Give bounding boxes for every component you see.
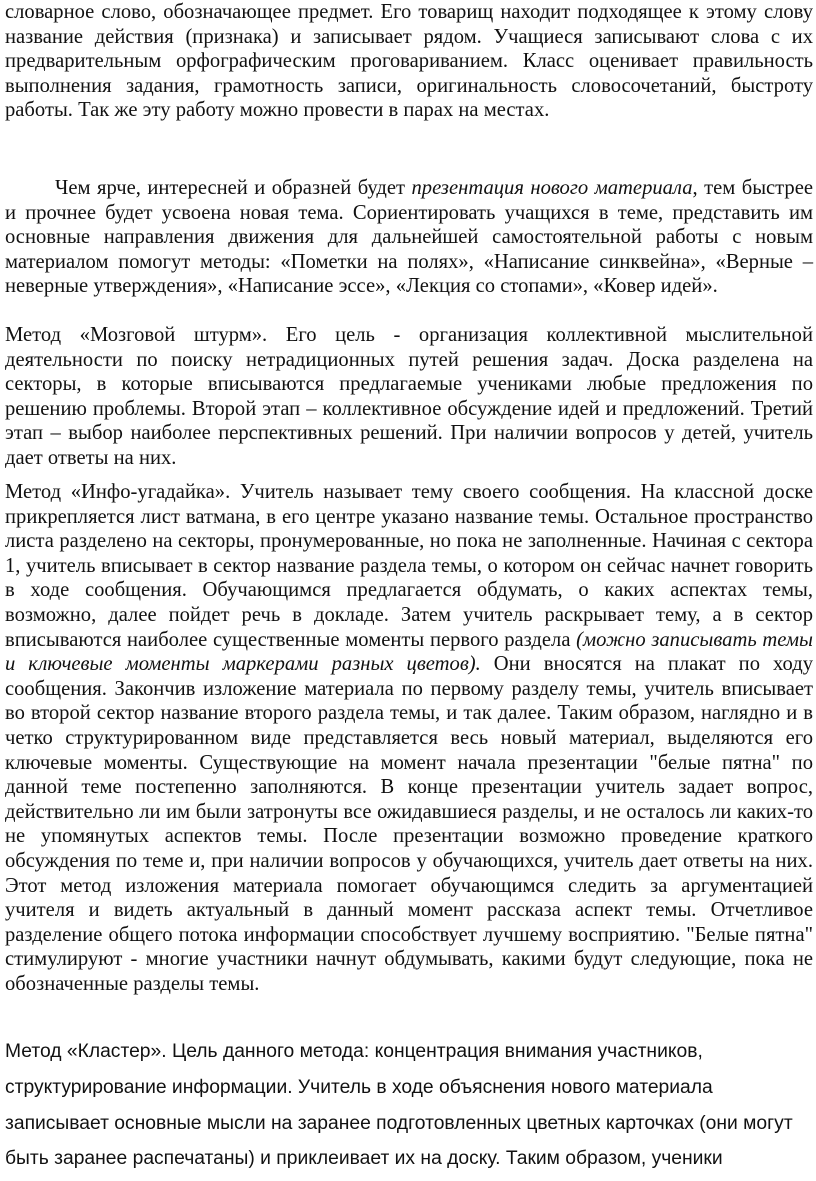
paragraph-presentation [5,176,813,299]
cluster-section [5,1034,813,1177]
paragraph-cluster-method: Метод «Кластер». Цель данного метода: концентрация внимания участников, структурирование информации. Учитель в ходе объяснения нового материала записывает основные мысли на заранее подготовленных цветных карточках (они могут быть заранее распечатаны) и приклеивает их на доску. Таким образом, ученики [5,1041,793,1170]
info-text-start: Метод «Инфо-угадайка». Учитель называет тему своего сообщения. На классной доске прикрепляется лист ватмана, в его центре указано название темы. Остальное пространство листа разделено на секторы, пронумерованные, но пока не заполненные. Начиная с сектора 1, учитель вписывает в сектор название раздела темы, о котором он сейчас начнет говорить в ходе сообщения. Обучающимся предлагается обдумать, о каких аспектах темы, возможно, далее пойдет речь в докладе. Затем учитель раскрывает тему, а в сектор вписываются наиболее существенные моменты первого раздела [5,481,813,651]
paragraph-info-guess-method [5,480,813,996]
paragraph-brainstorm-method: Метод «Мозговой штурм». Его цель - организация коллективной мыслительной деятельности по поиску нетрадиционных путей решения задач. Доска разделена на секторы, в которые вписываются предлагаемые учениками любые предложения по решению проблемы. Второй этап – коллективное обсуждение идей и предложений. Третий этап – выбор наиболее перспективных решений. При наличии вопросов у детей, учитель дает ответы на них. [5,324,813,469]
presentation-text-end: , тем быстрее и прочнее будет усвоена новая тема. Сориентировать учащихся в теме, представить им основные направления движения для дальнейшей самостоятельной работы с новым материалом помогут методы: «Пометки на полях», «Написание синквейна», «Верные – неверные утверждения», «Написание эссе», «Лекция со стопами», «Ковер идей». [5,177,814,298]
presentation-text-start: Чем ярче, интересней и образней будет [55,177,412,199]
info-emphasis: (можно записывать темы и ключевые моменты маркерами разных цветов). [5,628,813,676]
info-text-end: Они вносятся на плакат по ходу сообщения. Закончив изложение материала по первому разделу темы, учитель вписывает во второй сектор название второго раздела темы, и так далее. Таким образом, наглядно и в четко структурированном виде представляется весь новый материал, выделяются его ключевые моменты. Существующие на момент начала презентации "белые пятна" по данной теме постепенно заполняются. В конце презентации учитель задает вопрос, действительно ли им были затронуты все ожидавшиеся разделы, и не осталось ли каких-то не упомянутых аспектов темы. После презентации возможно проведение краткого обсуждения по теме и, при наличии вопросов у обучающихся, учитель дает ответы на них. Этот метод изложения материала помогает обучающимся следить за аргументацией учителя и видеть актуальный в данный момент рассказа аспект темы. Отчетливое разделение общего потока информации способствует лучшему восприятию. "Белые пятна" стимулируют - многие участники начнут обдумывать, какими будут следующие, пока не обозначенные разделы темы. [5,653,813,995]
paragraph-word-pairs: словарное слово, обозначающее предмет. Его товарищ находит подходящее к этому слову название действия (признака) и записывает рядом. Учащиеся записывают слова с их предварительным орфографическим проговариванием. Класс оценивает правильность выполнения задания, грамотность записи, оригинальность словосочетаний, быстроту работы. Так же эту работу можно провести в парах на местах. [5,1,813,122]
presentation-emphasis: презентация нового материала [411,177,693,199]
